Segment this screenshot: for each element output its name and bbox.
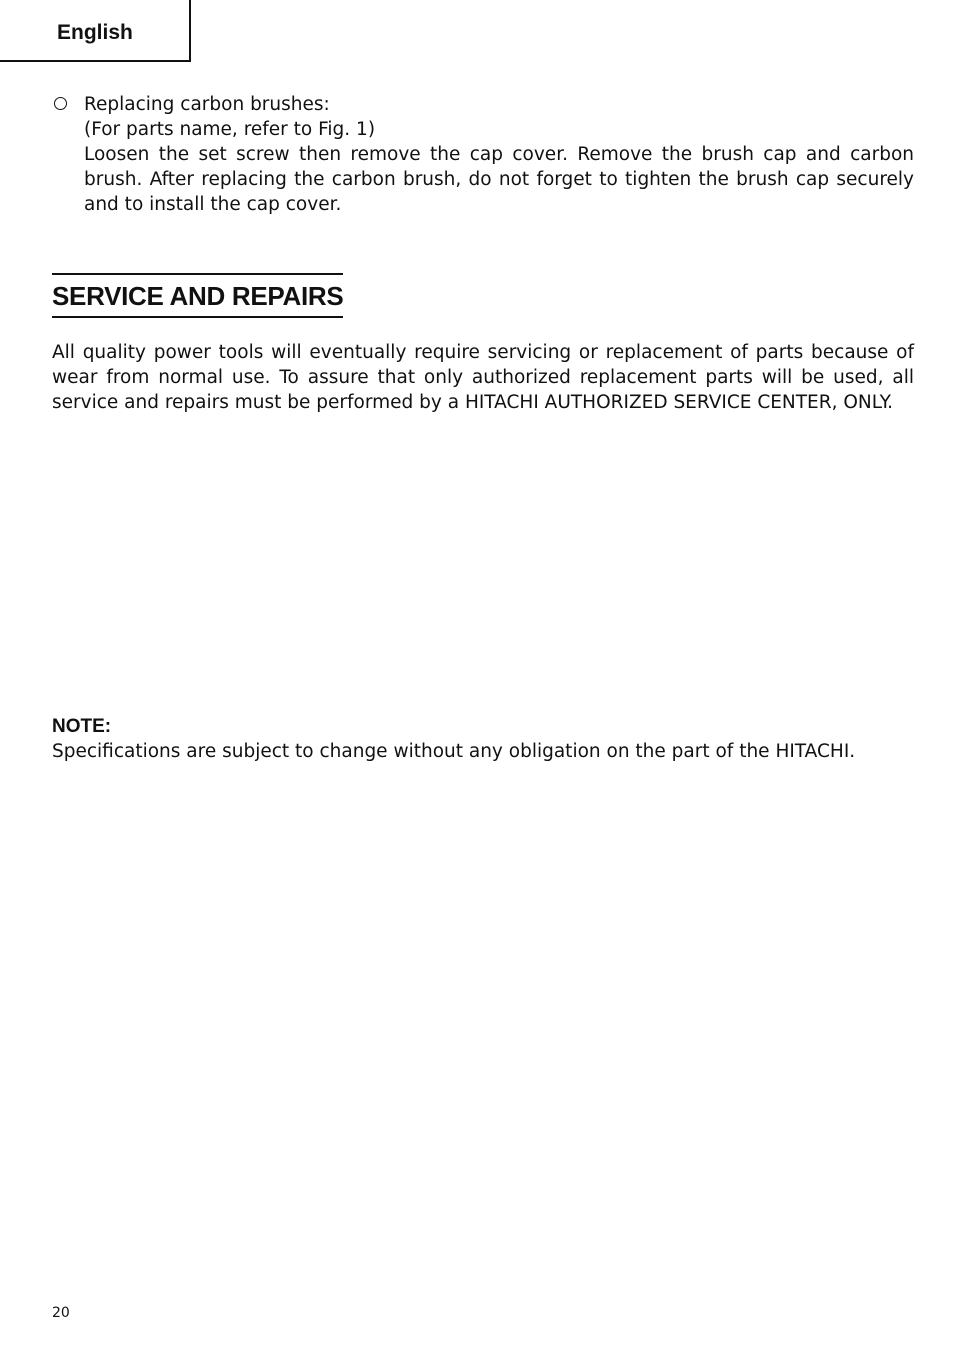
- carbon-brushes-reference: (For parts name, refer to Fig. 1): [84, 119, 376, 140]
- carbon-brushes-section: [52, 92, 914, 217]
- page-number: 20: [52, 1305, 70, 1321]
- note-label: NOTE:: [52, 716, 112, 737]
- carbon-brushes-title: Replacing carbon brushes:: [84, 94, 330, 115]
- note-text: Specifications are subject to change without any obligation on the part of the HITACHI.: [52, 741, 856, 762]
- section-heading-text: SERVICE AND REPAIRS: [52, 281, 344, 311]
- section-heading: [52, 273, 343, 318]
- carbon-brushes-text: [84, 92, 914, 217]
- circle-bullet-icon: [54, 97, 67, 110]
- carbon-brushes-instructions: Loosen the set screw then remove the cap cover. Remove the brush cap and carbon brush. After replacing the carbon brush, do not forget to tighten the brush cap securely and to install the cap cover.: [84, 144, 914, 215]
- service-paragraph: All quality power tools will eventually require servicing or replacement of parts because of wear from normal use. To assure that only authorized replacement parts will be used, all service and repairs must be performed by a HITACHI AUTHORIZED SERVICE CENTER, ONLY.: [52, 342, 914, 413]
- note-block: [52, 714, 932, 764]
- language-label: English: [57, 21, 133, 44]
- language-tab: [0, 0, 191, 62]
